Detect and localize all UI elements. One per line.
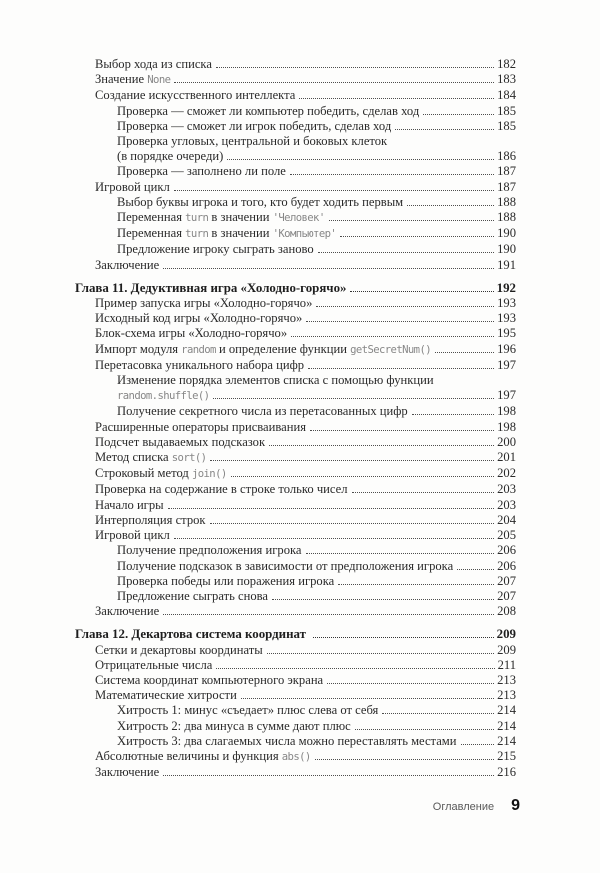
dot-leader: [290, 174, 494, 175]
toc-entry-page: 205: [497, 528, 516, 543]
toc-entry-page: 208: [497, 604, 516, 619]
toc-entry-page: 202: [497, 466, 516, 481]
toc-entry-title: Хитрость 3: два слагаемых числа можно переставлять местами: [117, 733, 457, 748]
toc-entry: [75, 528, 516, 543]
page-footer: [433, 797, 520, 815]
toc-entry-page: 190: [497, 226, 516, 241]
toc-entry: [75, 589, 516, 604]
toc-entry-page: 206: [497, 543, 516, 558]
toc-entry: [75, 404, 516, 419]
toc-entry-page: 214: [497, 703, 516, 718]
toc-entry: [75, 543, 516, 558]
toc-entry-page: 203: [497, 497, 516, 512]
toc-entry-page: 215: [497, 748, 516, 763]
dot-leader: [315, 759, 494, 760]
toc-entry: [75, 719, 516, 734]
toc-entry: [75, 258, 516, 273]
toc-entry-page: 214: [497, 718, 516, 733]
toc-entry-title: [117, 388, 209, 404]
toc-entry: [75, 72, 516, 88]
toc-entry-title: Начало игры: [95, 497, 164, 512]
toc-entry: [75, 57, 516, 72]
toc-entry-page: 200: [497, 434, 516, 449]
toc-entry: [75, 388, 516, 404]
dot-leader: [435, 352, 494, 353]
toc-entry: [75, 734, 516, 749]
inline-code: random.shuffle(): [117, 390, 210, 403]
toc-entry: [75, 342, 516, 358]
toc-entry-title: Проверка угловых, центральной и боковых клеток: [117, 134, 388, 149]
toc-entry-title: Строковый метод join(): [95, 466, 227, 481]
dot-leader: [272, 599, 494, 600]
dot-leader: [163, 268, 494, 269]
toc-entry-title: Получение секретного числа из перетасованных цифр: [117, 404, 408, 419]
toc-entry-page: 196: [497, 341, 516, 356]
toc-entry-page: 193: [497, 296, 516, 311]
toc-entry-title: Переменная turn в значении 'Компьютер': [117, 226, 337, 241]
toc-entry-title: Математические хитрости: [95, 688, 237, 703]
toc-entry-page: 211: [497, 657, 516, 672]
toc-entry-title: Проверка — заполнено ли поле: [117, 164, 286, 179]
dot-leader: [412, 414, 494, 415]
toc-entry-page: 183: [497, 72, 516, 87]
toc-entry-title: (в порядке очереди): [117, 149, 224, 164]
dot-leader: [382, 713, 494, 714]
toc-entry-title: Исходный код игры «Холодно-горячо»: [95, 311, 303, 326]
toc-entry: [75, 482, 516, 497]
dot-leader: [461, 744, 495, 745]
dot-leader: [216, 668, 494, 669]
dot-leader: [269, 445, 494, 446]
toc-entry-title: Получение предположения игрока: [117, 543, 302, 558]
dot-leader: [213, 398, 494, 399]
dot-leader: [395, 129, 494, 130]
toc-entry-page: 198: [497, 419, 516, 434]
toc-entry: [75, 180, 516, 195]
toc-entry-title: Перетасовка уникального набора цифр: [95, 357, 305, 372]
dot-leader: [355, 729, 494, 730]
toc-entry: [75, 559, 516, 574]
toc-entry: [75, 119, 516, 134]
toc-entry: [75, 373, 516, 388]
toc-entry-page: 185: [497, 103, 516, 118]
dot-leader: [350, 291, 493, 292]
toc-entry-page: 201: [497, 450, 516, 465]
toc-entry-page: 207: [497, 588, 516, 603]
toc-entry-title: Игровой цикл: [95, 528, 170, 543]
toc-entry: [75, 435, 516, 450]
toc-entry-page: 198: [497, 404, 516, 419]
toc-entry-title: Отрицательные числа: [95, 657, 213, 672]
toc-entry: [75, 604, 516, 619]
toc-entry-page: 191: [497, 257, 516, 272]
dot-leader: [423, 114, 494, 115]
dot-leader: [318, 252, 494, 253]
toc-entry-title: Переменная turn в значении 'Человек': [117, 210, 325, 225]
toc-entry: [75, 765, 516, 780]
inline-code: 'Человек': [272, 212, 325, 225]
inline-code: abs(): [281, 750, 311, 763]
toc-entry-title: Изменение порядка элементов списка с помощью функции: [117, 373, 434, 388]
toc-chapter-entry: [75, 627, 516, 642]
toc-entry: [75, 450, 516, 466]
dot-leader: [299, 98, 494, 99]
toc-entry-page: 188: [497, 210, 516, 225]
toc-entry-page: 195: [497, 326, 516, 341]
toc-entry-page: 213: [497, 672, 516, 687]
toc-entry: [75, 658, 516, 673]
toc-entry-title: Предложение сыграть снова: [117, 588, 269, 603]
dot-leader: [407, 205, 494, 206]
inline-code: getSecretNum(): [350, 343, 432, 356]
inline-code: 'Компьютер': [272, 228, 337, 241]
dot-leader: [174, 82, 494, 83]
dot-leader: [306, 553, 495, 554]
toc-entry: [75, 195, 516, 210]
toc-entry-page: 188: [497, 194, 516, 209]
toc-entry-title: Выбор хода из списка: [95, 57, 212, 71]
inline-code: None: [147, 74, 171, 87]
inline-code: turn: [185, 228, 209, 241]
toc-entry-title: Подсчет выдаваемых подсказок: [95, 434, 266, 449]
dot-leader: [306, 321, 494, 322]
toc-entry-title: Проверка на содержание в строке только чисел: [95, 482, 348, 497]
toc-entry: [75, 134, 516, 149]
toc-entry-title: Расширенные операторы присваивания: [95, 419, 307, 434]
toc-entry: [75, 688, 516, 703]
dot-leader: [163, 614, 494, 615]
footer-page-number: 9: [511, 797, 520, 814]
inline-code: turn: [185, 212, 209, 225]
toc-entry-page: 209: [497, 642, 516, 657]
toc-entry-title: Абсолютные величины и функция abs(): [95, 748, 311, 763]
dot-leader: [168, 508, 495, 509]
toc-entry-page: 193: [497, 311, 516, 326]
toc-entry: [75, 104, 516, 119]
toc-entry: [75, 513, 516, 528]
toc-entry: [75, 673, 516, 688]
toc-entry: [75, 703, 516, 718]
toc-entry: [75, 749, 516, 765]
dot-leader: [457, 569, 494, 570]
dot-leader: [216, 67, 494, 68]
toc-entry-page: 185: [497, 118, 516, 133]
toc-list: [75, 57, 516, 780]
dot-leader: [210, 460, 494, 461]
toc-entry-title: Блок-схема игры «Холодно-горячо»: [95, 326, 288, 341]
dot-leader: [174, 538, 494, 539]
toc-entry-title: Заключение: [95, 765, 160, 780]
dot-leader: [163, 775, 494, 776]
inline-code: random: [181, 343, 216, 356]
toc-entry-title: Пример запуска игры «Холодно-горячо»: [95, 296, 313, 311]
toc-entry-page: 216: [497, 765, 516, 780]
toc-entry-page: 182: [497, 57, 516, 71]
toc-entry-title: Игровой цикл: [95, 179, 170, 194]
toc-entry-title: Проверка — сможет ли компьютер победить, сделав ход: [117, 103, 420, 118]
toc-entry-page: 214: [497, 733, 516, 748]
toc-entry-page: 206: [497, 558, 516, 573]
toc-entry-page: 209: [496, 627, 516, 642]
toc-entry-title: Глава 12. Декартова система координат: [75, 627, 310, 642]
toc-entry-title: Создание искусственного интеллекта: [95, 88, 296, 103]
toc-entry: [75, 164, 516, 179]
toc-entry: [75, 574, 516, 589]
dot-leader: [329, 220, 494, 221]
toc-entry: [75, 466, 516, 482]
toc-entry-page: 186: [497, 149, 516, 164]
toc-entry-title: Заключение: [95, 604, 160, 619]
toc-entry-title: Хитрость 1: минус «съедает» плюс слева от себя: [117, 703, 379, 718]
toc-entry-page: 184: [497, 88, 516, 103]
toc-entry-page: 207: [497, 573, 516, 588]
toc-entry-title: Проверка победы или поражения игрока: [117, 573, 335, 588]
dot-leader: [267, 653, 494, 654]
toc-entry: [75, 88, 516, 103]
toc-entry-title: Заключение: [95, 257, 160, 272]
dot-leader: [316, 306, 494, 307]
dot-leader: [210, 523, 495, 524]
toc-entry: [75, 149, 516, 164]
dot-leader: [352, 492, 495, 493]
toc-entry: [75, 326, 516, 341]
dot-leader: [308, 368, 494, 369]
dot-leader: [313, 637, 493, 638]
toc-entry: [75, 210, 516, 226]
dot-leader: [231, 476, 494, 477]
toc-entry-page: 197: [497, 388, 516, 403]
toc-entry-title: Проверка — сможет ли игрок победить, сделав ход: [117, 118, 392, 133]
toc-chapter-entry: [75, 281, 516, 296]
toc-entry-title: Значение None: [95, 72, 171, 87]
toc-entry: [75, 242, 516, 257]
toc-entry: [75, 498, 516, 513]
dot-leader: [340, 236, 494, 237]
toc-entry-page: 192: [496, 280, 516, 295]
toc-entry: [75, 358, 516, 373]
toc-entry-title: Интерполяция строк: [95, 512, 206, 527]
toc-entry-title: Получение подсказок в зависимости от предположения игрока: [117, 558, 454, 573]
dot-leader: [227, 159, 494, 160]
toc-entry-page: 203: [497, 482, 516, 497]
inline-code: join(): [191, 468, 227, 481]
inline-code: sort(): [171, 452, 207, 465]
toc-entry: [75, 296, 516, 311]
toc-entry-page: 187: [497, 179, 516, 194]
toc-entry-title: Метод списка sort(): [95, 450, 207, 465]
toc-entry-title: Глава 11. Дедуктивная игра «Холодно-горячо»: [75, 280, 347, 295]
toc-entry: [75, 643, 516, 658]
dot-leader: [310, 430, 494, 431]
toc-entry: [75, 420, 516, 435]
toc-entry: [75, 226, 516, 242]
toc-entry-title: Сетки и декартовы координаты: [95, 642, 263, 657]
dot-leader: [327, 683, 494, 684]
dot-leader: [241, 698, 494, 699]
toc-entry-page: 190: [497, 242, 516, 257]
toc-entry-title: Хитрость 2: два минуса в сумме дают плюс: [117, 718, 351, 733]
toc-entry-page: 187: [497, 164, 516, 179]
dot-leader: [291, 336, 494, 337]
toc-entry-title: Предложение игроку сыграть заново: [117, 242, 314, 257]
toc-entry-title: Выбор буквы игрока и того, кто будет ходить первым: [117, 194, 404, 209]
toc-entry-title: Импорт модуля random и определение функции getSecretNum(): [95, 341, 432, 356]
toc-entry-page: 204: [497, 512, 516, 527]
toc-entry: [75, 311, 516, 326]
toc-entry-page: 197: [497, 357, 516, 372]
dot-leader: [338, 584, 494, 585]
toc-entry-page: 213: [497, 688, 516, 703]
footer-section-label: Оглавление: [432, 801, 495, 813]
toc-entry-title: Система координат компьютерного экрана: [95, 672, 324, 687]
dot-leader: [174, 190, 494, 191]
